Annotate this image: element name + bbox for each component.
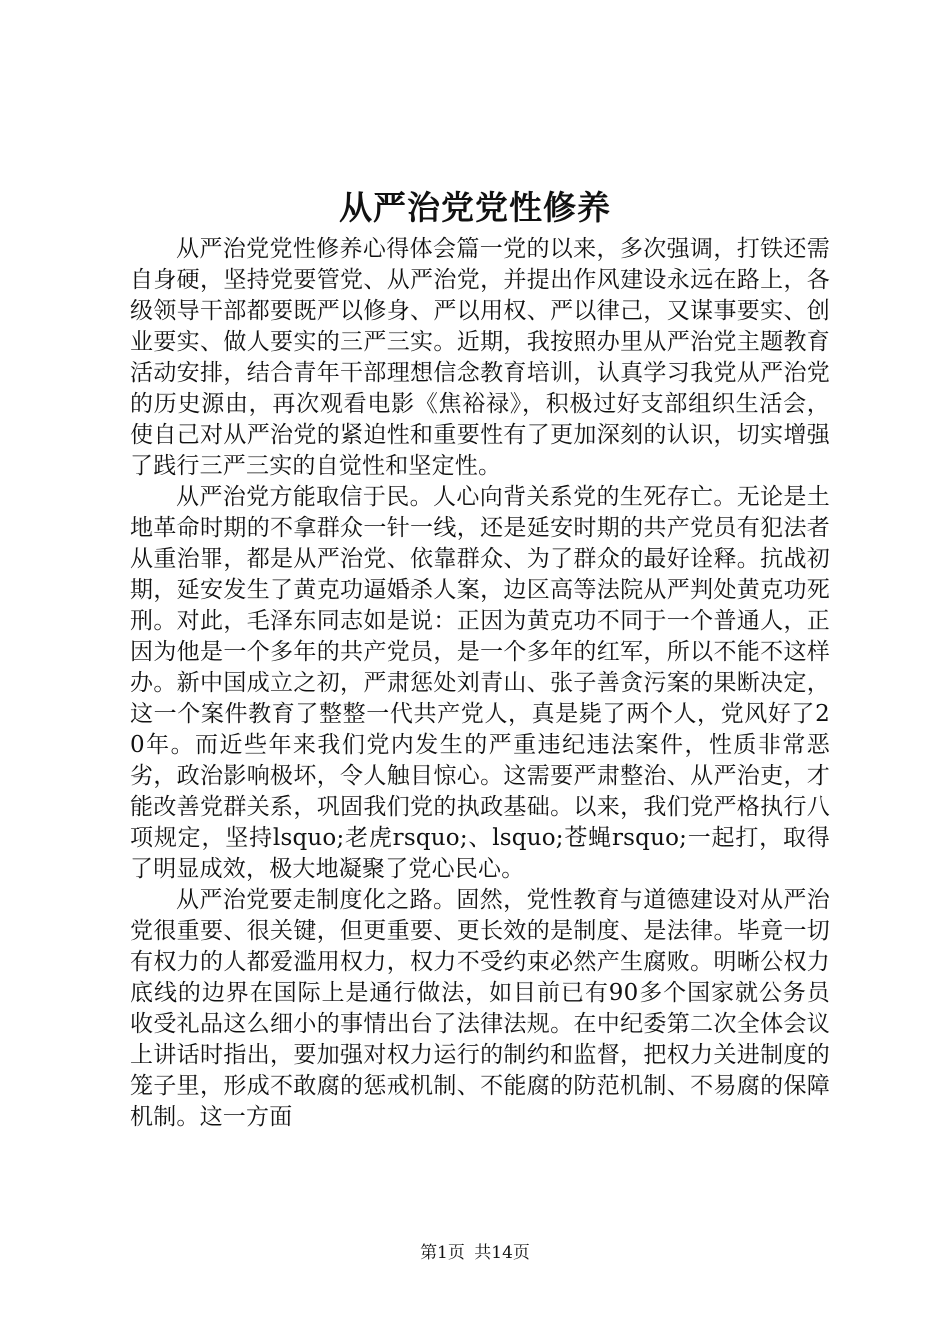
document-title: 从严治党党性修养 (339, 188, 611, 227)
paragraph-2: 从严治党方能取信于民。人心向背关系党的生死存亡。无论是土地革命时期的不拿群众一针一线，还是延安时期的共产党员有犯法者从重治罪，都是从严治党、依靠群众、为了群众的最好诠释。抗战初期，延安发生了黄克功逼婚杀人案，边区高等法院从严判处黄克功死刑。对此，毛泽东同志如是说：正因为黄克功不同于一个普通人，正因为他是一个多年的共产党员，是一个多年的红军，所以不能不这样办。新中国成立之初，严肃惩处刘青山、张子善贪污案的果断决定，这一个案件教育了整整一代共产党人，真是毙了两个人，党风好了20年。而近些年来我们党内发生的严重违纪违法案件，性质非常恶劣，政治影响极坏，令人触目惊心。这需要严肃整治、从严治吏，才能改善党群关系，巩固我们党的执政基础。以来，我们党严格执行八项规定，坚持lsquo;老虎rsquo;、lsquo;苍蝇rsquo;一起打，取得了明显成效，极大地凝聚了党心民心。 (130, 484, 830, 882)
paragraph-3: 从严治党要走制度化之路。固然，党性教育与道德建设对从严治党很重要、很关键，但更重要、更长效的是制度、是法律。毕竟一切有权力的人都爱滥用权力，权力不受约束必然产生腐败。明晰公权力底线的边界在国际上是通行做法，如目前已有90多个国家就公务员收受礼品这么细小的事情出台了法律法规。在中纪委第二次全体会议上讲话时指出，要加强对权力运行的制约和监督，把权力关进制度的笼子里，形成不敢腐的惩戒机制、不能腐的防范机制、不易腐的保障机制。这一方面 (130, 887, 830, 1130)
page-number: 第1页 (420, 1243, 465, 1263)
page-footer (0, 1241, 950, 1265)
page-total: 共14页 (474, 1243, 530, 1263)
document-body (130, 234, 830, 1133)
paragraph-1: 从严治党党性修养心得体会篇一党的以来，多次强调，打铁还需自身硬，坚持党要管党、从严治党，并提出作风建设永远在路上，各级领导干部都要既严以修身、严以用权、严以律己，又谋事要实、创业要实、做人要实的三严三实。近期，我按照办里从严治党主题教育活动安排，结合青年干部理想信念教育培训，认真学习我党从严治党的历史源由，再次观看电影《焦裕禄》，积极过好支部组织生活会，使自己对从严治党的紧迫性和重要性有了更加深刻的认识，切实增强了践行三严三实的自觉性和坚定性。 (130, 236, 830, 479)
